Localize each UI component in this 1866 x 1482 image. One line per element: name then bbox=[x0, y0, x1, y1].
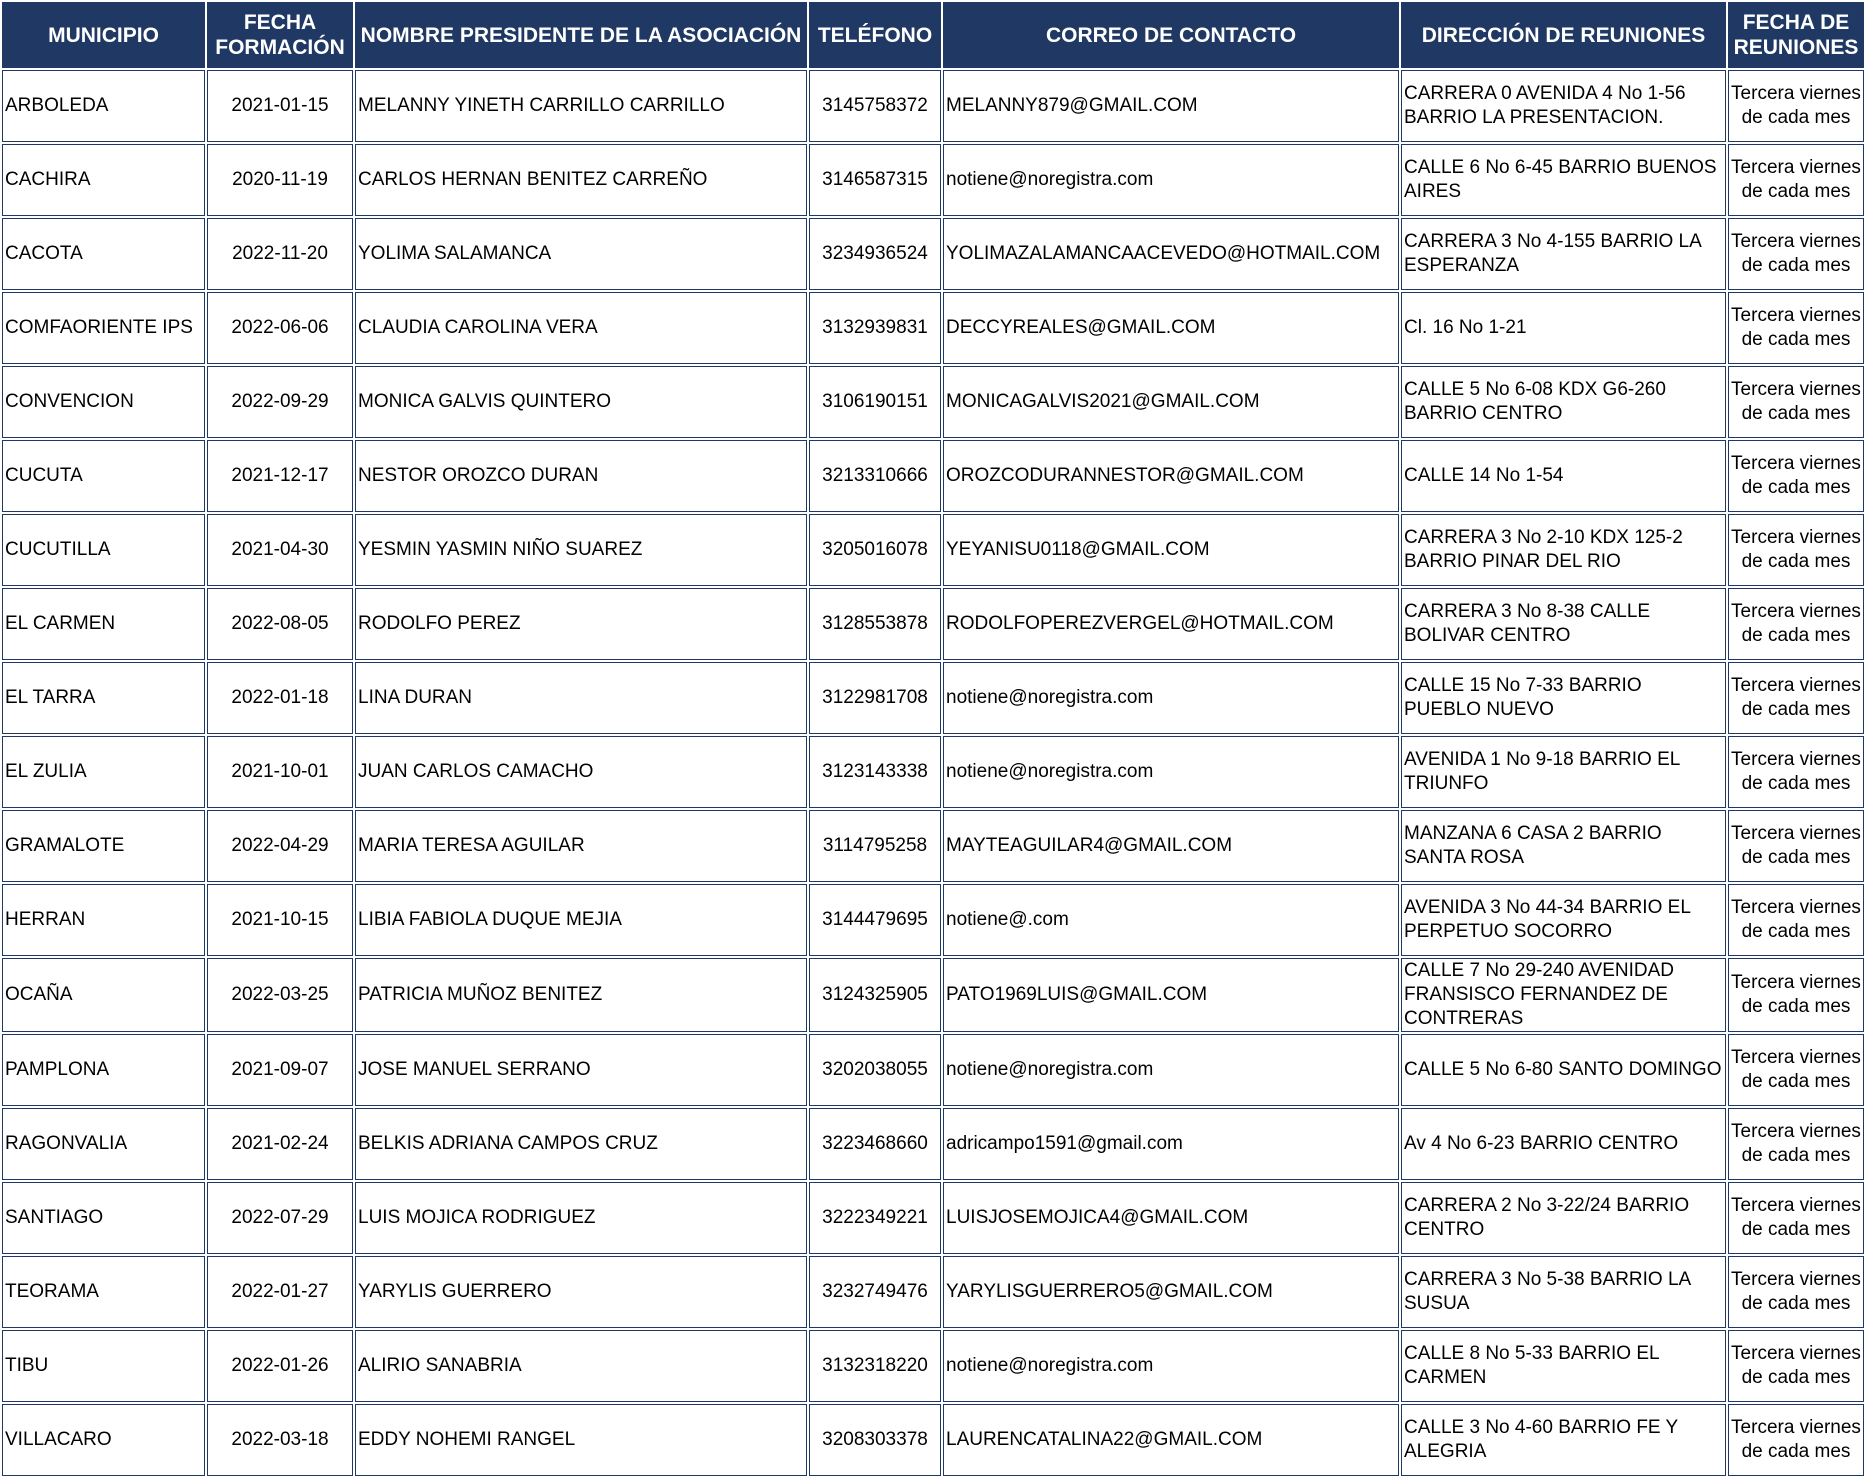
cell-municipio: ARBOLEDA bbox=[2, 70, 205, 142]
cell-telefono: 3132318220 bbox=[809, 1330, 941, 1402]
cell-presidente: CARLOS HERNAN BENITEZ CARREÑO bbox=[355, 144, 807, 216]
cell-direccion: CALLE 3 No 4-60 BARRIO FE Y ALEGRIA bbox=[1401, 1404, 1726, 1476]
table-body bbox=[2, 70, 1864, 1476]
cell-telefono: 3213310666 bbox=[809, 440, 941, 512]
cell-telefono: 3205016078 bbox=[809, 514, 941, 586]
cell-municipio: HERRAN bbox=[2, 884, 205, 956]
table-row bbox=[2, 1330, 1864, 1402]
header-presidente: NOMBRE PRESIDENTE DE LA ASOCIACIÓN bbox=[355, 2, 807, 68]
header-municipio: MUNICIPIO bbox=[2, 2, 205, 68]
cell-municipio: EL CARMEN bbox=[2, 588, 205, 660]
cell-municipio: SANTIAGO bbox=[2, 1182, 205, 1254]
cell-correo: MELANNY879@GMAIL.COM bbox=[943, 70, 1399, 142]
cell-fecha-reuniones: Tercera viernes de cada mes bbox=[1728, 218, 1864, 290]
cell-fecha-formacion: 2021-04-30 bbox=[207, 514, 353, 586]
cell-fecha-reuniones: Tercera viernes de cada mes bbox=[1728, 1330, 1864, 1402]
cell-direccion: Cl. 16 No 1-21 bbox=[1401, 292, 1726, 364]
cell-presidente: PATRICIA MUÑOZ BENITEZ bbox=[355, 958, 807, 1032]
cell-fecha-reuniones: Tercera viernes de cada mes bbox=[1728, 810, 1864, 882]
cell-fecha-formacion: 2021-12-17 bbox=[207, 440, 353, 512]
table-row bbox=[2, 958, 1864, 1032]
cell-municipio: PAMPLONA bbox=[2, 1034, 205, 1106]
cell-fecha-reuniones: Tercera viernes de cada mes bbox=[1728, 70, 1864, 142]
header-correo: CORREO DE CONTACTO bbox=[943, 2, 1399, 68]
header-direccion: DIRECCIÓN DE REUNIONES bbox=[1401, 2, 1726, 68]
cell-presidente: MONICA GALVIS QUINTERO bbox=[355, 366, 807, 438]
cell-fecha-formacion: 2022-01-27 bbox=[207, 1256, 353, 1328]
cell-correo: MAYTEAGUILAR4@GMAIL.COM bbox=[943, 810, 1399, 882]
cell-direccion: CARRERA 3 No 2-10 KDX 125-2 BARRIO PINAR DEL RIO bbox=[1401, 514, 1726, 586]
cell-telefono: 3122981708 bbox=[809, 662, 941, 734]
cell-correo: MONICAGALVIS2021@GMAIL.COM bbox=[943, 366, 1399, 438]
cell-correo: PATO1969LUIS@GMAIL.COM bbox=[943, 958, 1399, 1032]
cell-fecha-reuniones: Tercera viernes de cada mes bbox=[1728, 440, 1864, 512]
cell-direccion: CALLE 5 No 6-08 KDX G6-260 BARRIO CENTRO bbox=[1401, 366, 1726, 438]
header-telefono: TELÉFONO bbox=[809, 2, 941, 68]
table-row bbox=[2, 662, 1864, 734]
cell-fecha-reuniones: Tercera viernes de cada mes bbox=[1728, 1034, 1864, 1106]
cell-telefono: 3145758372 bbox=[809, 70, 941, 142]
cell-presidente: EDDY NOHEMI RANGEL bbox=[355, 1404, 807, 1476]
cell-fecha-reuniones: Tercera viernes de cada mes bbox=[1728, 958, 1864, 1032]
cell-presidente: BELKIS ADRIANA CAMPOS CRUZ bbox=[355, 1108, 807, 1180]
cell-fecha-formacion: 2021-10-01 bbox=[207, 736, 353, 808]
table-row bbox=[2, 1256, 1864, 1328]
cell-fecha-formacion: 2022-01-26 bbox=[207, 1330, 353, 1402]
table-row bbox=[2, 366, 1864, 438]
cell-telefono: 3124325905 bbox=[809, 958, 941, 1032]
cell-presidente: CLAUDIA CAROLINA VERA bbox=[355, 292, 807, 364]
cell-fecha-reuniones: Tercera viernes de cada mes bbox=[1728, 884, 1864, 956]
cell-fecha-formacion: 2022-08-05 bbox=[207, 588, 353, 660]
cell-telefono: 3123143338 bbox=[809, 736, 941, 808]
table-row bbox=[2, 810, 1864, 882]
cell-direccion: Av 4 No 6-23 BARRIO CENTRO bbox=[1401, 1108, 1726, 1180]
table-row bbox=[2, 1182, 1864, 1254]
cell-direccion: AVENIDA 3 No 44-34 BARRIO EL PERPETUO SOCORRO bbox=[1401, 884, 1726, 956]
cell-correo: YEYANISU0118@GMAIL.COM bbox=[943, 514, 1399, 586]
table-row bbox=[2, 144, 1864, 216]
cell-municipio: CUCUTA bbox=[2, 440, 205, 512]
cell-municipio: TEORAMA bbox=[2, 1256, 205, 1328]
cell-telefono: 3222349221 bbox=[809, 1182, 941, 1254]
cell-fecha-formacion: 2022-11-20 bbox=[207, 218, 353, 290]
table-row bbox=[2, 292, 1864, 364]
header-row bbox=[2, 2, 1864, 68]
cell-direccion: CALLE 14 No 1-54 bbox=[1401, 440, 1726, 512]
header-fecha-formacion: FECHA FORMACIÓN bbox=[207, 2, 353, 68]
cell-correo: RODOLFOPEREZVERGEL@HOTMAIL.COM bbox=[943, 588, 1399, 660]
cell-municipio: COMFAORIENTE IPS bbox=[2, 292, 205, 364]
cell-municipio: CUCUTILLA bbox=[2, 514, 205, 586]
cell-fecha-formacion: 2022-03-25 bbox=[207, 958, 353, 1032]
cell-municipio: EL ZULIA bbox=[2, 736, 205, 808]
cell-presidente: MARIA TERESA AGUILAR bbox=[355, 810, 807, 882]
cell-telefono: 3234936524 bbox=[809, 218, 941, 290]
cell-municipio: EL TARRA bbox=[2, 662, 205, 734]
cell-direccion: CALLE 6 No 6-45 BARRIO BUENOS AIRES bbox=[1401, 144, 1726, 216]
cell-correo: YOLIMAZALAMANCAACEVEDO@HOTMAIL.COM bbox=[943, 218, 1399, 290]
cell-telefono: 3128553878 bbox=[809, 588, 941, 660]
cell-direccion: CALLE 15 No 7-33 BARRIO PUEBLO NUEVO bbox=[1401, 662, 1726, 734]
cell-correo: LUISJOSEMOJICA4@GMAIL.COM bbox=[943, 1182, 1399, 1254]
cell-fecha-reuniones: Tercera viernes de cada mes bbox=[1728, 662, 1864, 734]
cell-direccion: CALLE 5 No 6-80 SANTO DOMINGO bbox=[1401, 1034, 1726, 1106]
cell-correo: LAURENCATALINA22@GMAIL.COM bbox=[943, 1404, 1399, 1476]
cell-correo: YARYLISGUERRERO5@GMAIL.COM bbox=[943, 1256, 1399, 1328]
header-fecha-reuniones: FECHA DE REUNIONES bbox=[1728, 2, 1864, 68]
cell-presidente: JOSE MANUEL SERRANO bbox=[355, 1034, 807, 1106]
cell-fecha-formacion: 2021-01-15 bbox=[207, 70, 353, 142]
table-header bbox=[2, 2, 1864, 68]
cell-telefono: 3144479695 bbox=[809, 884, 941, 956]
cell-presidente: MELANNY YINETH CARRILLO CARRILLO bbox=[355, 70, 807, 142]
cell-municipio: OCAÑA bbox=[2, 958, 205, 1032]
cell-fecha-formacion: 2021-02-24 bbox=[207, 1108, 353, 1180]
table-row bbox=[2, 588, 1864, 660]
cell-municipio: CACOTA bbox=[2, 218, 205, 290]
cell-presidente: LIBIA FABIOLA DUQUE MEJIA bbox=[355, 884, 807, 956]
cell-telefono: 3202038055 bbox=[809, 1034, 941, 1106]
cell-telefono: 3146587315 bbox=[809, 144, 941, 216]
cell-direccion: AVENIDA 1 No 9-18 BARRIO EL TRIUNFO bbox=[1401, 736, 1726, 808]
cell-presidente: RODOLFO PEREZ bbox=[355, 588, 807, 660]
cell-fecha-formacion: 2021-09-07 bbox=[207, 1034, 353, 1106]
cell-correo: adricampo1591@gmail.com bbox=[943, 1108, 1399, 1180]
cell-presidente: NESTOR OROZCO DURAN bbox=[355, 440, 807, 512]
cell-correo: notiene@noregistra.com bbox=[943, 1034, 1399, 1106]
cell-municipio: VILLACARO bbox=[2, 1404, 205, 1476]
cell-presidente: YOLIMA SALAMANCA bbox=[355, 218, 807, 290]
cell-presidente: YARYLIS GUERRERO bbox=[355, 1256, 807, 1328]
cell-correo: notiene@noregistra.com bbox=[943, 1330, 1399, 1402]
cell-fecha-formacion: 2021-10-15 bbox=[207, 884, 353, 956]
cell-fecha-reuniones: Tercera viernes de cada mes bbox=[1728, 144, 1864, 216]
cell-telefono: 3223468660 bbox=[809, 1108, 941, 1180]
cell-correo: notiene@noregistra.com bbox=[943, 662, 1399, 734]
cell-fecha-reuniones: Tercera viernes de cada mes bbox=[1728, 1256, 1864, 1328]
cell-fecha-reuniones: Tercera viernes de cada mes bbox=[1728, 514, 1864, 586]
cell-telefono: 3232749476 bbox=[809, 1256, 941, 1328]
cell-fecha-reuniones: Tercera viernes de cada mes bbox=[1728, 292, 1864, 364]
cell-direccion: CARRERA 2 No 3-22/24 BARRIO CENTRO bbox=[1401, 1182, 1726, 1254]
cell-direccion: CARRERA 3 No 5-38 BARRIO LA SUSUA bbox=[1401, 1256, 1726, 1328]
cell-fecha-formacion: 2022-01-18 bbox=[207, 662, 353, 734]
cell-correo: DECCYREALES@GMAIL.COM bbox=[943, 292, 1399, 364]
cell-telefono: 3114795258 bbox=[809, 810, 941, 882]
table-row bbox=[2, 1404, 1864, 1476]
cell-fecha-formacion: 2022-06-06 bbox=[207, 292, 353, 364]
cell-correo: notiene@noregistra.com bbox=[943, 144, 1399, 216]
cell-presidente: LUIS MOJICA RODRIGUEZ bbox=[355, 1182, 807, 1254]
cell-fecha-reuniones: Tercera viernes de cada mes bbox=[1728, 1182, 1864, 1254]
cell-fecha-reuniones: Tercera viernes de cada mes bbox=[1728, 366, 1864, 438]
table-row bbox=[2, 1108, 1864, 1180]
cell-correo: OROZCODURANNESTOR@GMAIL.COM bbox=[943, 440, 1399, 512]
cell-correo: notiene@.com bbox=[943, 884, 1399, 956]
cell-presidente: YESMIN YASMIN NIÑO SUAREZ bbox=[355, 514, 807, 586]
cell-presidente: ALIRIO SANABRIA bbox=[355, 1330, 807, 1402]
cell-municipio: CACHIRA bbox=[2, 144, 205, 216]
cell-fecha-formacion: 2022-03-18 bbox=[207, 1404, 353, 1476]
cell-municipio: GRAMALOTE bbox=[2, 810, 205, 882]
table-row bbox=[2, 736, 1864, 808]
table-row bbox=[2, 1034, 1864, 1106]
table-row bbox=[2, 440, 1864, 512]
cell-direccion: CARRERA 3 No 4-155 BARRIO LA ESPERANZA bbox=[1401, 218, 1726, 290]
cell-municipio: CONVENCION bbox=[2, 366, 205, 438]
cell-municipio: RAGONVALIA bbox=[2, 1108, 205, 1180]
cell-municipio: TIBU bbox=[2, 1330, 205, 1402]
cell-telefono: 3208303378 bbox=[809, 1404, 941, 1476]
cell-fecha-formacion: 2020-11-19 bbox=[207, 144, 353, 216]
cell-telefono: 3106190151 bbox=[809, 366, 941, 438]
cell-fecha-reuniones: Tercera viernes de cada mes bbox=[1728, 1108, 1864, 1180]
cell-correo: notiene@noregistra.com bbox=[943, 736, 1399, 808]
cell-presidente: JUAN CARLOS CAMACHO bbox=[355, 736, 807, 808]
cell-fecha-formacion: 2022-07-29 bbox=[207, 1182, 353, 1254]
table-row bbox=[2, 884, 1864, 956]
cell-telefono: 3132939831 bbox=[809, 292, 941, 364]
table-row bbox=[2, 218, 1864, 290]
cell-direccion: CALLE 7 No 29-240 AVENIDAD FRANSISCO FERNANDEZ DE CONTRERAS bbox=[1401, 958, 1726, 1032]
table-row bbox=[2, 70, 1864, 142]
table-row bbox=[2, 514, 1864, 586]
cell-fecha-formacion: 2022-04-29 bbox=[207, 810, 353, 882]
cell-direccion: CALLE 8 No 5-33 BARRIO EL CARMEN bbox=[1401, 1330, 1726, 1402]
cell-fecha-formacion: 2022-09-29 bbox=[207, 366, 353, 438]
cell-fecha-reuniones: Tercera viernes de cada mes bbox=[1728, 1404, 1864, 1476]
cell-presidente: LINA DURAN bbox=[355, 662, 807, 734]
cell-direccion: CARRERA 0 AVENIDA 4 No 1-56 BARRIO LA PRESENTACION. bbox=[1401, 70, 1726, 142]
cell-fecha-reuniones: Tercera viernes de cada mes bbox=[1728, 736, 1864, 808]
cell-direccion: CARRERA 3 No 8-38 CALLE BOLIVAR CENTRO bbox=[1401, 588, 1726, 660]
cell-direccion: MANZANA 6 CASA 2 BARRIO SANTA ROSA bbox=[1401, 810, 1726, 882]
cell-fecha-reuniones: Tercera viernes de cada mes bbox=[1728, 588, 1864, 660]
